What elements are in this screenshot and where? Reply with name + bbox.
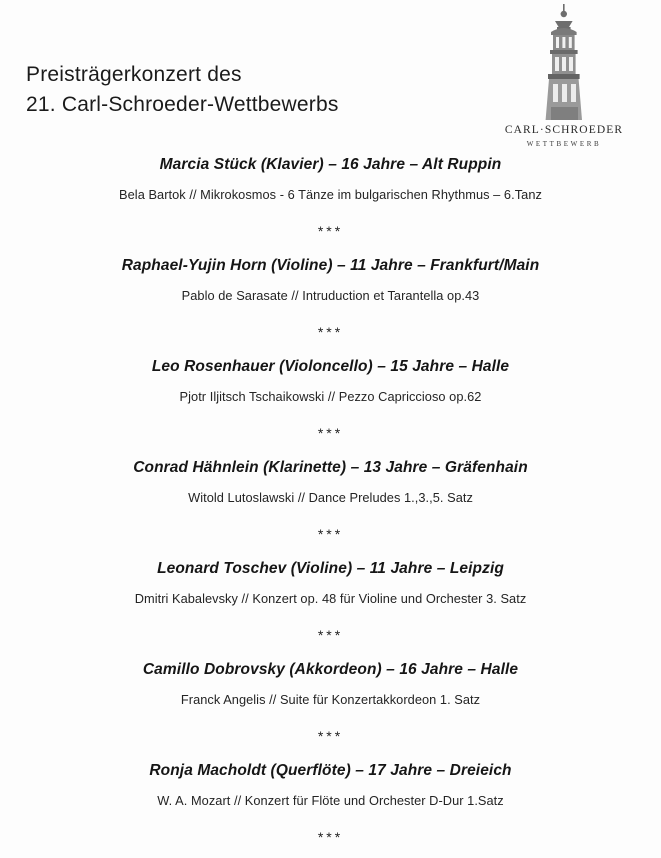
carl-schroeder-logo [489,4,639,154]
piece-line: Pjotr Iljitsch Tschaikowski // Pezzo Capriccioso op.62 [179,389,482,404]
list-item [30,156,631,202]
tower-icon [531,4,597,120]
separator: *** [317,425,344,441]
performer-line: Leonard Toschev (Violine) – 11 Jahre – Leipzig [157,560,504,577]
list-item [30,661,631,707]
performer-line: Leo Rosenhauer (Violoncello) – 15 Jahre – Halle [151,358,510,375]
separator: *** [317,526,344,542]
piece-line: Witold Lutoslawski // Dance Preludes 1.,3.,5. Satz [188,490,473,505]
piece-line: Pablo de Sarasate // Intruduction et Tarantella op.43 [181,288,480,303]
separator: *** [317,223,344,239]
performer-line: Conrad Hähnlein (Klarinette) – 13 Jahre – Gräfenhain [133,459,528,476]
program-list [0,130,661,845]
list-item [30,762,631,808]
separator: *** [317,728,344,744]
title-line-2: 21. Carl-Schroeder-Wettbewerbs [26,92,339,116]
document-header [0,0,661,148]
list-item [30,358,631,404]
performer-line: Raphael-Yujin Horn (Violine) – 11 Jahre – Frankfurt/Main [121,257,540,274]
performer-line: Marcia Stück (Klavier) – 16 Jahre – Alt Ruppin [159,156,502,173]
logo-caption: CARL·SCHROEDER [504,124,624,136]
page-title [26,60,446,120]
list-item [30,459,631,505]
list-item [30,560,631,606]
list-item [30,257,631,303]
piece-line: Bela Bartok // Mikrokosmos - 6 Tänze im bulgarischen Rhythmus – 6.Tanz [119,187,542,202]
performer-line: Ronja Macholdt (Querflöte) – 17 Jahre – Dreieich [149,762,512,779]
performer-line: Camillo Dobrovsky (Akkordeon) – 16 Jahre – Halle [142,661,519,678]
piece-line: W. A. Mozart // Konzert für Flöte und Orchester D-Dur 1.Satz [157,793,504,808]
piece-line: Franck Angelis // Suite für Konzertakkordeon 1. Satz [180,692,481,707]
title-line-1: Preisträgerkonzert des [26,63,242,86]
logo-subcaption: WETTBEWERB [526,140,602,148]
separator: *** [317,829,344,845]
piece-line: Dmitri Kabalevsky // Konzert op. 48 für Violine und Orchester 3. Satz [134,591,527,606]
separator: *** [317,324,344,340]
separator: *** [317,627,344,643]
